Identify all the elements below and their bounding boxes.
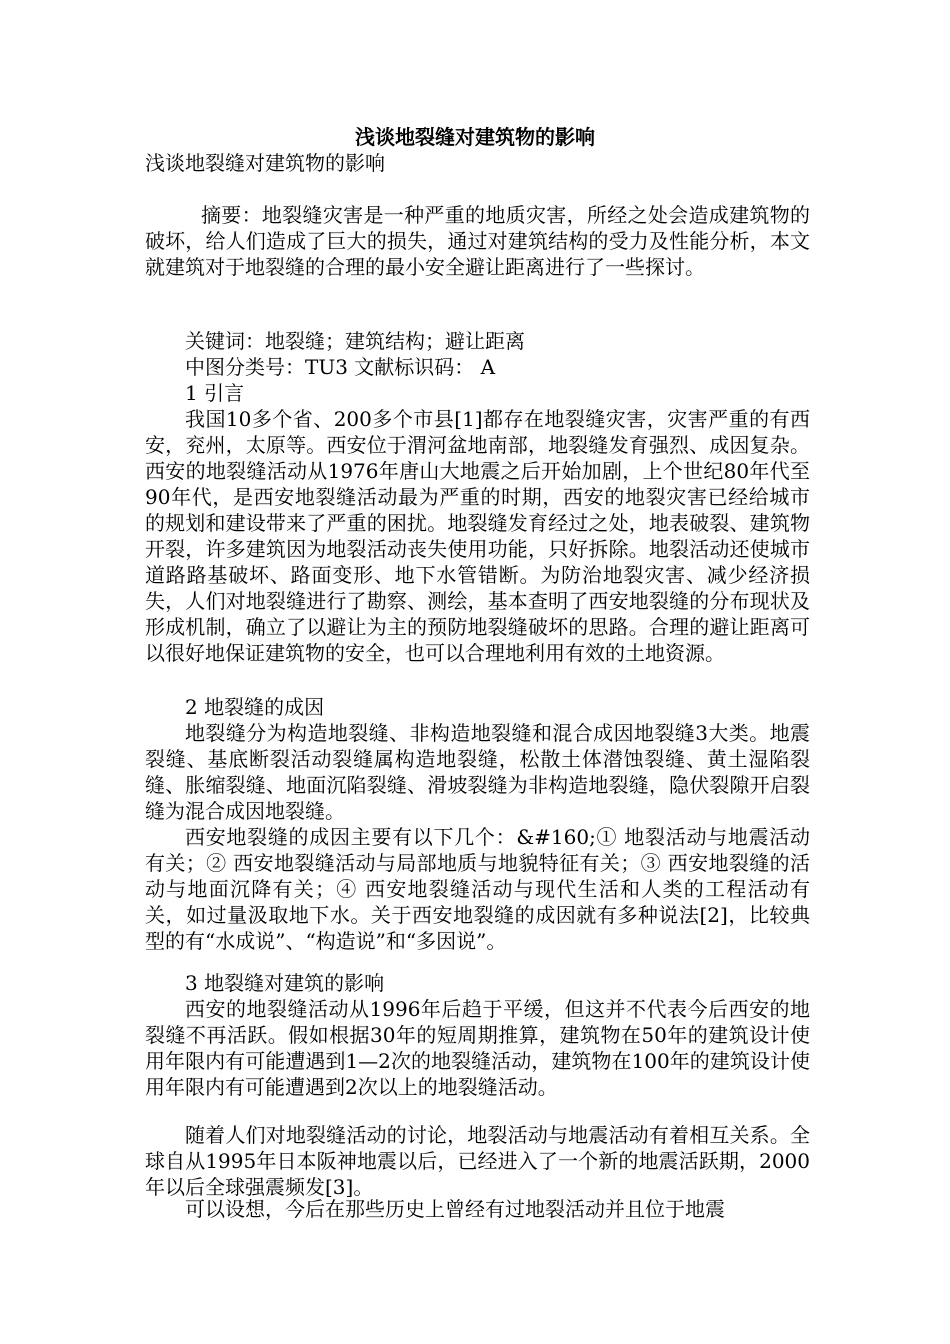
section-2-heading: 2 地裂缝的成因 [185, 695, 325, 719]
section-2-paragraph-2: 西安地裂缝的成因主要有以下几个：&#160;① 地裂活动与地震活动有关；② 西安地裂缝活动与局部地质与地貌特征有关；③ 西安地裂缝的活动与地面沉降有关；④ 西安地裂缝活动与现代生活和人类的工程活动有关，如过量汲取地下水。关于西安地裂缝的成因就有多种说法[2]，比较典型的有“水成说”、“构造说”和“多因说”。 [145, 825, 810, 953]
section-2-paragraph-1: 地裂缝分为构造地裂缝、非构造地裂缝和混合成因地裂缝3大类。地震裂缝、基底断裂活动裂缝属构造地裂缝，松散土体潜蚀裂缝、黄土湿陷裂缝、胀缩裂缝、地面沉陷裂缝、滑坡裂缝为非构造地裂缝，隐伏裂隙开启裂缝为混合成因地裂缝。 [145, 721, 810, 823]
keywords-line: 关键词：地裂缝；建筑结构；避让距离 [185, 329, 525, 353]
section-3-paragraph-1: 西安的地裂缝活动从1996年后趋于平缓，但这并不代表今后西安的地裂缝不再活跃。假如根据30年的短周期推算，建筑物在50年的建筑设计使用年限内有可能遭遇到1—2次的地裂缝活动，建筑物在100年的建筑设计使用年限内有可能遭遇到2次以上的地裂缝活动。 [145, 997, 810, 1099]
section-1-paragraph-1: 我国10多个省、200多个市县[1]都存在地裂缝灾害，灾害严重的有西安，兖州，太原等。西安位于渭河盆地南部，地裂缝发育强烈、成因复杂。西安的地裂缝活动从1976年唐山大地震之后开始加剧，上个世纪80年代至90年代，是西安地裂缝活动最为严重的时期，西安的地裂灾害已经给城市的规划和建设带来了严重的困扰。地裂缝发育经过之处，地表破裂、建筑物开裂，许多建筑因为地裂活动丧失使用功能，只好拆除。地裂活动还使城市道路路基破坏、路面变形、地下水管错断。为防治地裂灾害、减少经济损失，人们对地裂缝进行了勘察、测绘，基本查明了西安地裂缝的分布现状及形成机制，确立了以避让为主的预防地裂缝破坏的思路。合理的避让距离可以很好地保证建筑物的安全，也可以合理地利用有效的土地资源。 [145, 407, 810, 665]
section-3-heading: 3 地裂缝对建筑的影响 [185, 971, 385, 995]
section-3-paragraph-3: 可以设想，今后在那些历史上曾经有过地裂活动并且位于地震 [185, 1197, 725, 1221]
document-title: 浅谈地裂缝对建筑物的影响 [355, 125, 595, 149]
document-subtitle: 浅谈地裂缝对建筑物的影响 [145, 151, 385, 175]
section-3-paragraph-2: 随着人们对地裂缝活动的讨论，地裂活动与地震活动有着相互关系。全球自从1995年日本阪神地震以后，已经进入了一个新的地震活跃期，2000年以后全球强震频发[3]。 [145, 1123, 810, 1199]
section-1-heading: 1 引言 [185, 381, 245, 405]
abstract-paragraph: 摘要：地裂缝灾害是一种严重的地质灾害，所经之处会造成建筑物的破坏，给人们造成了巨大的损失，通过对建筑结构的受力及性能分析，本文就建筑对于地裂缝的合理的最小安全避让距离进行了一些探讨。 [145, 203, 810, 279]
classification-line: 中图分类号：TU3 文献标识码： A [185, 355, 496, 379]
